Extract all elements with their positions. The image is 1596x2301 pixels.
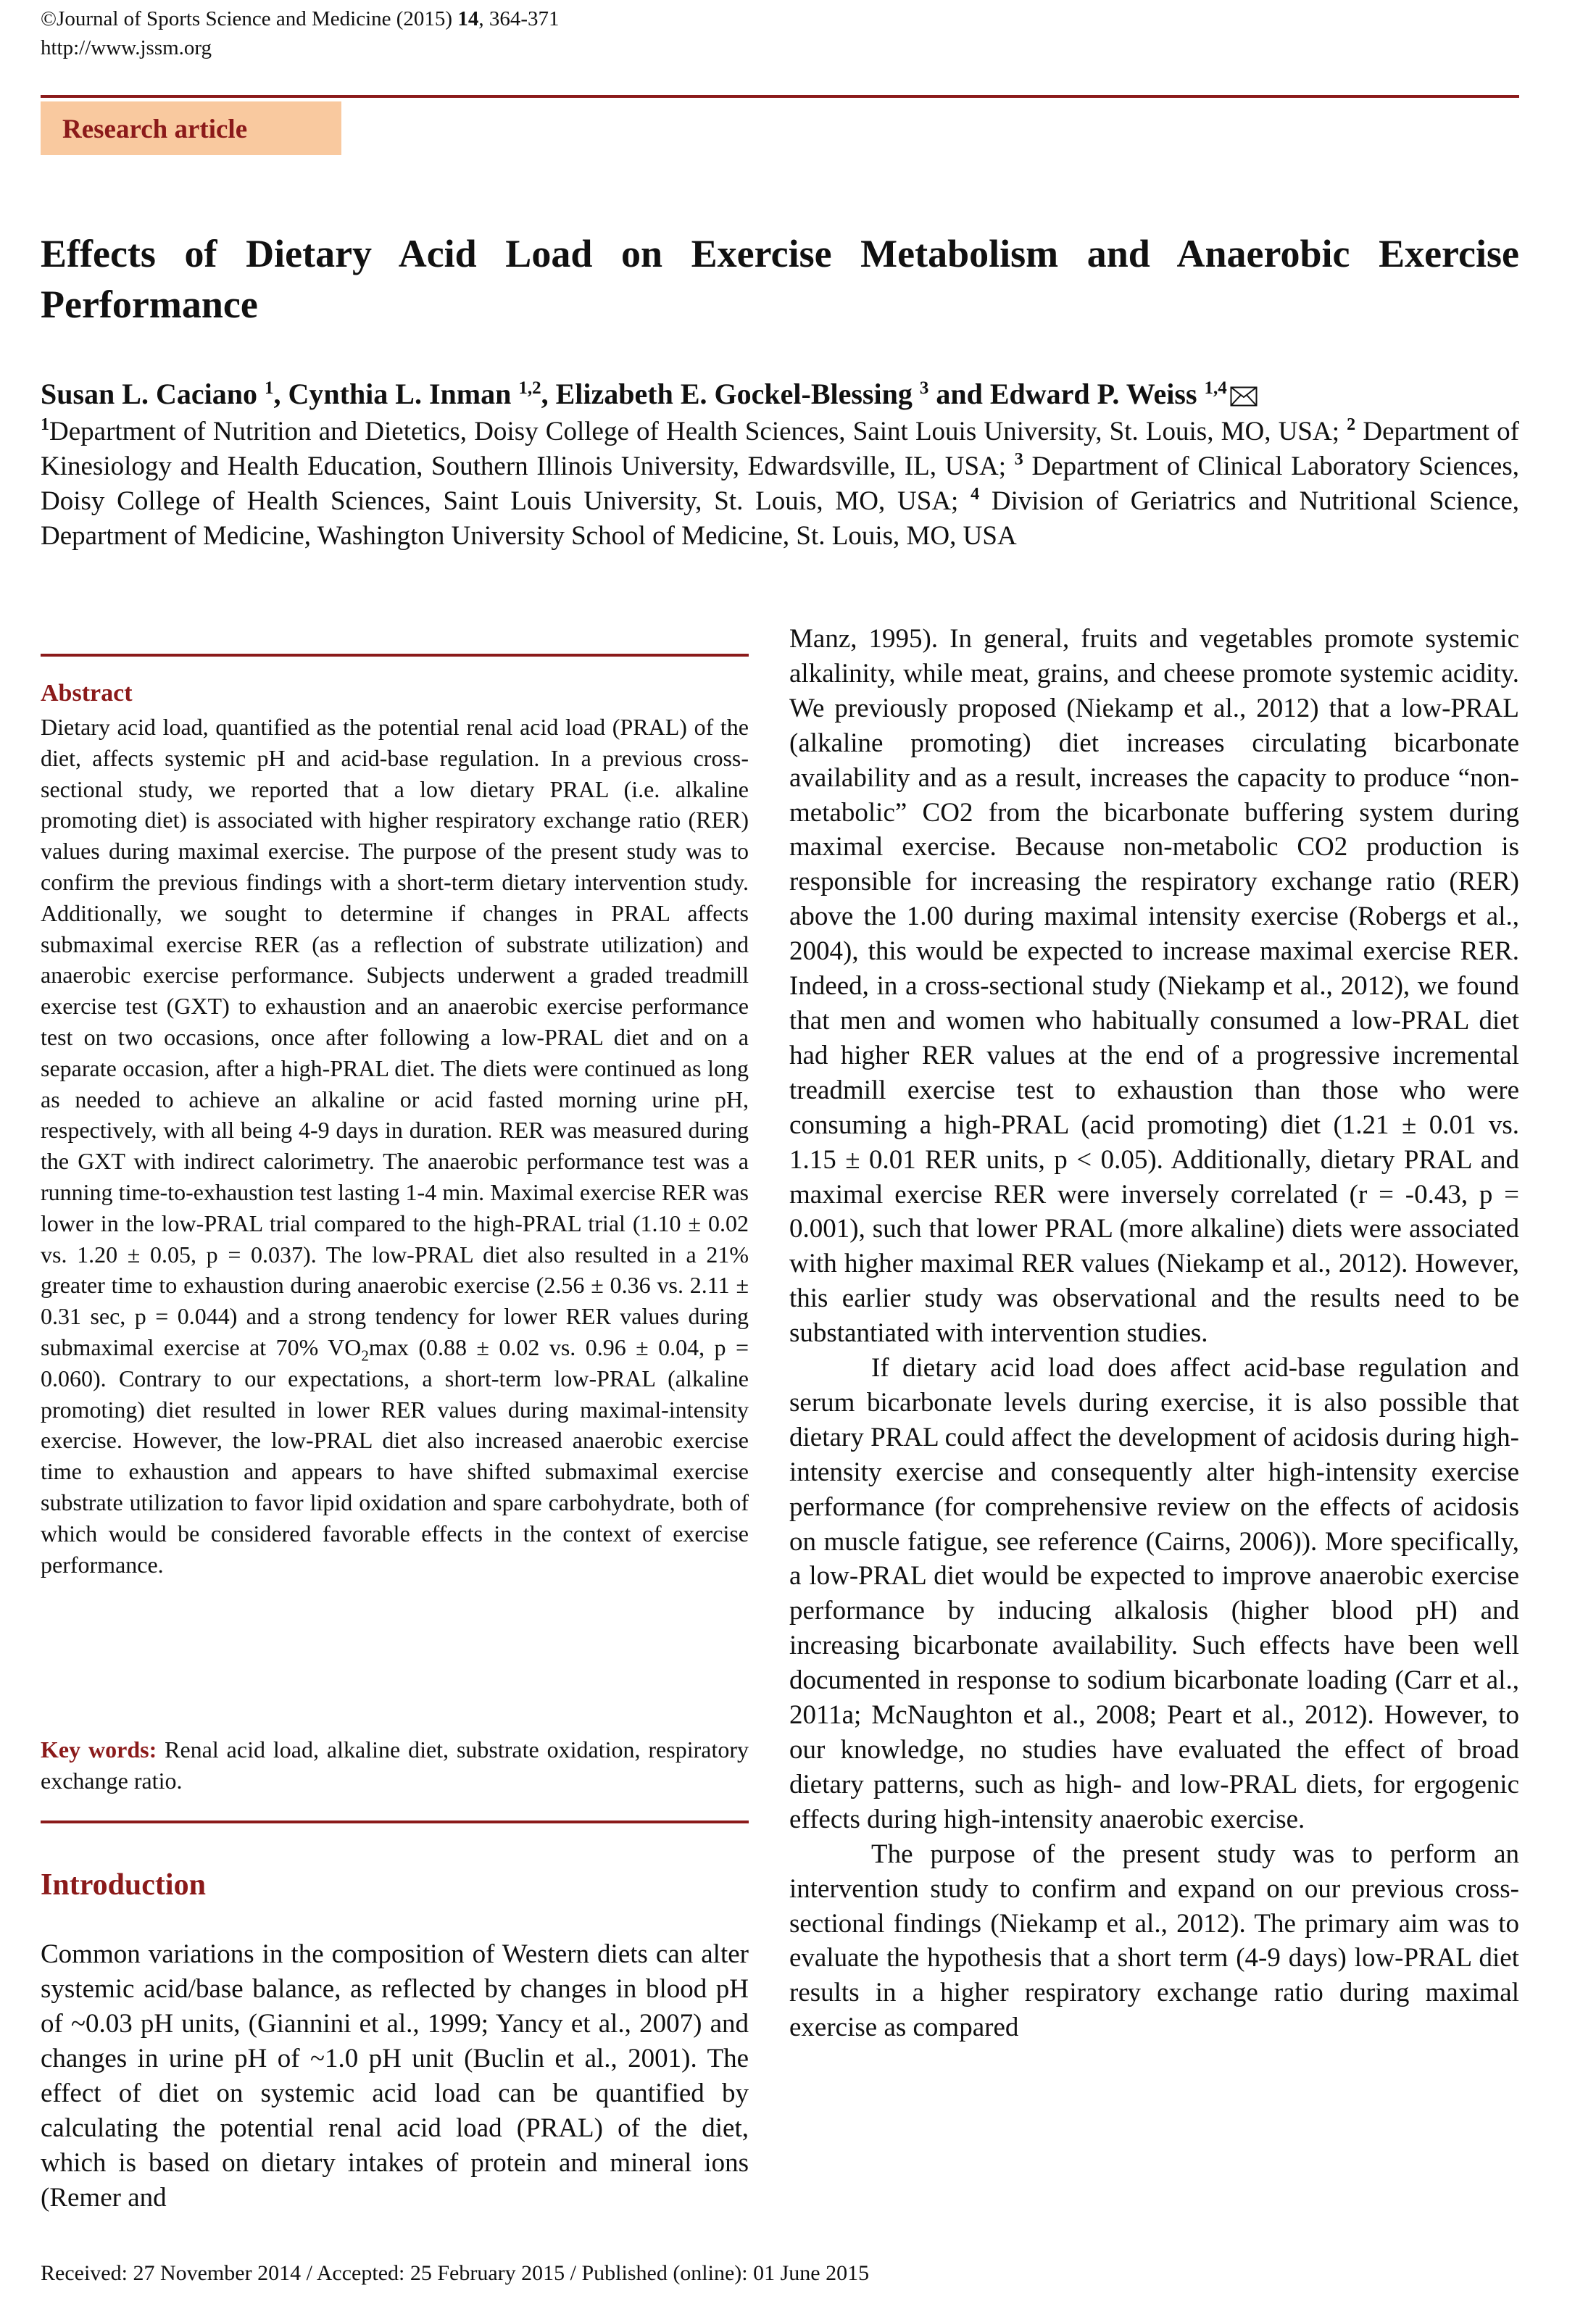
article-type-badge: [41, 101, 341, 155]
paragraph: If dietary acid load does affect acid-base regulation and serum bicarbonate levels during exercise, it is also possible that dietary PRAL could affect the development of acidosis during high-intensity exercise and consequently alter high-intensity exercise performance (for comprehensive review on the effects of acidosis on muscle fatigue, see reference (Cairns, 2006)). More specifically, a low-PRAL diet would be expected to improve anaerobic exercise performance by inducing alkalosis (higher blood pH) and increasing bicarbonate availability. Such effects have been well documented in response to sodium bicarbonate loading (Carr et al., 2011a; McNaughton et al., 2008; Peart et al., 2012). However, to our knowledge, no studies have evaluated the effect of broad dietary patterns, such as high- and low-PRAL diets, for ergogenic effects during high-intensity anaerobic exercise.: [789, 1353, 1519, 1834]
author-name: Edward P. Weiss: [989, 378, 1205, 410]
affiliation-text: Department of Kinesiology and Health Education, Southern Illinois University, Edwardsville, IL, USA;: [41, 417, 1519, 481]
affiliation-marker: 4: [971, 485, 980, 504]
journal-citation: [41, 6, 560, 32]
envelope-icon[interactable]: [1230, 386, 1258, 407]
affiliation-marker: 3: [1014, 450, 1023, 469]
author-affiliation-marker: 1: [264, 378, 274, 398]
introduction-heading: Introduction: [41, 1868, 206, 1902]
author-separator: ,: [541, 378, 556, 410]
author-separator: and: [928, 378, 990, 410]
author-name: Cynthia L. Inman: [288, 378, 519, 410]
introduction-right-column: [789, 622, 1519, 2045]
affiliation-text: Division of Geriatrics and Nutritional Science, Department of Medicine, Washington University School of Medicine, St. Louis, MO, USA: [41, 486, 1519, 551]
introduction-left-column: Common variations in the composition of Western diets can alter systemic acid/base balance, as reflected by changes in blood pH of ~0.03 pH units, (Giannini et al., 1999; Yancy et al., 2007) and changes in urine pH of ~1.0 pH unit (Buclin et al., 2001). The effect of diet on systemic acid load can be quantified by calculating the potential renal acid load (PRAL) of the diet, which is based on dietary intakes of protein and mineral ions (Remer and: [41, 1939, 749, 2213]
paragraph: Manz, 1995). In general, fruits and vegetables promote systemic alkalinity, while meat, grains, and cheese promote systemic acidity. We previously proposed (Niekamp et al., 2012) that a low-PRAL (alkaline promoting) diet increases circulating bicarbonate availability and as a result, increases the capacity to produce “non-metabolic” CO2 from the bicarbonate buffering system during maximal exercise. Because non-metabolic CO2 production is responsible for increasing the respiratory exchange ratio (RER) above the 1.00 during maximal intensity exercise (Robergs et al., 2004), this would be expected to increase maximal exercise RER. Indeed, in a cross-sectional study (Niekamp et al., 2012), we found that men and women who habitually consumed a low-PRAL diet had higher RER values at the end of a progressive incremental treadmill exercise test to exhaustion than those who were consuming a high-PRAL (acid promoting) diet (1.21 ± 0.01 vs. 1.15 ± 0.01 RER units, p < 0.05). Additionally, dietary PRAL and maximal exercise RER were inversely correlated (r = -0.43, p = 0.001), such that lower PRAL (more alkaline) diets were associated with higher maximal RER values (Niekamp et al., 2012). However, this earlier study was observational and the results need to be substantiated with intervention studies.: [789, 624, 1519, 1349]
keywords: [41, 1734, 749, 1797]
article-type-label: Research article: [62, 115, 248, 144]
abstract-text-part2: max (0.88 ± 0.02 vs. 0.96 ± 0.04, p = 0.060). Contrary to our expectations, a short-term low-PRAL (alkaline promoting) diet resulted in lower RER values during maximal-intensity exercise. However, the low-PRAL diet also increased anaerobic exercise time to exhaustion and appears to have shifted submaximal exercise substrate utilization to favor lipid oxidation and spare carbohydrate, both of which would be considered favorable effects in the context of exercise performance.: [41, 1333, 749, 1578]
keywords-bottom-rule: [41, 1821, 749, 1823]
author-affiliation-marker: 1,4: [1204, 378, 1227, 398]
affiliations: [41, 415, 1519, 554]
affiliation-text: Department of Nutrition and Dietetics, Doisy College of Health Sciences, Saint Louis University, St. Louis, MO, USA;: [49, 417, 1347, 446]
keywords-text: Renal acid load, alkaline diet, substrate oxidation, respiratory exchange ratio.: [41, 1736, 749, 1794]
publication-dates: Received: 27 November 2014 / Accepted: 25 February 2015 / Published (online): 01 June 2015: [41, 2261, 870, 2285]
abstract-top-rule: [41, 654, 749, 657]
author-list: [41, 375, 1519, 413]
author-name: Elizabeth E. Gockel-Blessing: [555, 378, 920, 410]
journal-pages: , 364-371: [478, 7, 560, 30]
article-title: Effects of Dietary Acid Load on Exercise Metabolism and Anaerobic Exercise Performance: [41, 232, 1519, 326]
author-affiliation-marker: 1,2: [518, 378, 541, 398]
journal-volume: 14: [457, 7, 479, 30]
journal-url[interactable]: http://www.jssm.org: [41, 36, 212, 59]
author-affiliation-marker: 3: [919, 378, 929, 398]
paragraph: The purpose of the present study was to perform an intervention study to confirm and expand on our previous cross-sectional findings (Niekamp et al., 2012). The primary aim was to evaluate the hypothesis that a short term (4-9 days) low-PRAL diet results in a higher respiratory exchange ratio during maximal exercise as compared: [789, 1839, 1519, 2043]
journal-prefix: ©Journal of Sports Science and Medicine (2015): [41, 7, 458, 30]
affiliation-marker: 1: [41, 415, 49, 434]
author-separator: ,: [273, 378, 288, 410]
abstract-text-part1: Dietary acid load, quantified as the potential renal acid load (PRAL) of the diet, affects systemic pH and acid-base regulation. In a previous cross-sectional study, we reported that a low dietary PRAL (i.e. alkaline promoting diet) is associated with higher respiratory exchange ratio (RER) values during maximal exercise. The purpose of the present study was to confirm the previous findings with a short-term dietary intervention study. Additionally, we sought to determine if changes in PRAL affects submaximal exercise RER (as a reflection of substrate utilization) and anaerobic exercise performance. Subjects underwent a graded treadmill exercise test (GXT) to exhaustion and an anaerobic exercise performance test on two occasions, once after following a low-PRAL diet and on a separate occasion, after a high-PRAL diet. The diets were continued as long as needed to achieve an alkaline or acid fasted morning urine pH, respectively, with all being 4-9 days in duration. RER was measured during the GXT with indirect calorimetry. The anaerobic performance test was a running time-to-exhaustion test lasting 1-4 min. Maximal exercise RER was lower in the low-PRAL trial compared to the high-PRAL trial (1.10 ± 0.02 vs. 1.20 ± 0.05, p = 0.037). The low-PRAL diet also resulted in a 21% greater time to exhaustion during anaerobic exercise (2.56 ± 0.36 vs. 2.11 ± 0.31 sec, p = 0.044) and a strong tendency for lower RER values during submaximal exercise at 70% VO: [41, 714, 749, 1360]
abstract-subscript: 2: [361, 1347, 369, 1365]
abstract-text: [41, 712, 749, 1580]
author-name: Susan L. Caciano: [41, 378, 265, 410]
affiliation-marker: 2: [1347, 415, 1356, 434]
keywords-label: Key words:: [41, 1736, 157, 1763]
affiliation-text: Department of Clinical Laboratory Sciences, Doisy College of Health Sciences, Saint Louis University, St. Louis, MO, USA;: [41, 452, 1519, 516]
abstract-heading: Abstract: [41, 680, 133, 707]
header-rule: [41, 95, 1519, 98]
